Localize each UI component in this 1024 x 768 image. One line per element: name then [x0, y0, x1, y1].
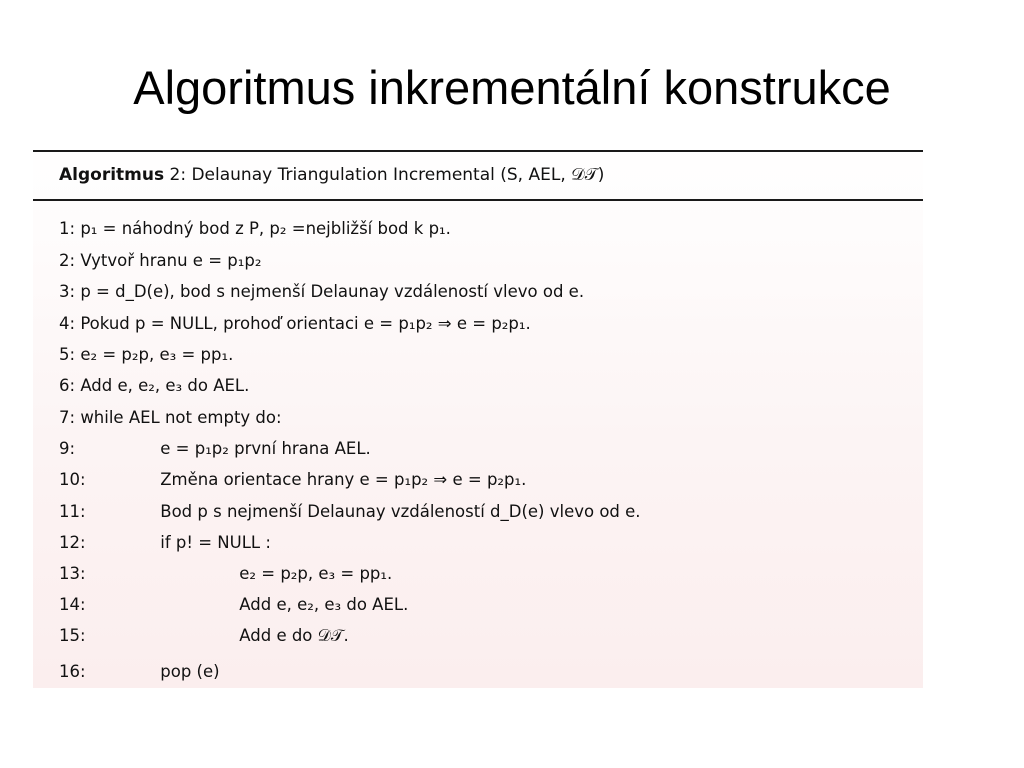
- line-text: e₂ = p₂p, e₃ = pp₁.: [80, 345, 234, 364]
- algorithm-box: [33, 145, 923, 688]
- line-number: 3:: [59, 282, 76, 301]
- algorithm-line-4: [59, 316, 531, 333]
- line-number: 10:: [59, 470, 86, 489]
- line-text: e₂ = p₂p, e₃ = pp₁.: [239, 564, 393, 583]
- algorithm-line-16: [59, 664, 220, 681]
- line-number: 4:: [59, 314, 76, 333]
- line-text: while AEL not empty do:: [80, 408, 282, 427]
- algorithm-line-13: [59, 566, 392, 583]
- line-text: pop (e): [160, 662, 220, 681]
- algorithm-line-9: [59, 441, 371, 458]
- line-text: Změna orientace hrany e = p₁p₂ ⇒ e = p₂p₁.: [160, 470, 527, 489]
- line-text: Pokud p = NULL, prohoď orientaci e = p₁p₂ ⇒ e = p₂p₁.: [80, 314, 531, 333]
- line-number: 14:: [59, 595, 86, 614]
- algorithm-line-14: [59, 597, 408, 614]
- line-text: Add e do 𝒟𝒯.: [239, 626, 349, 645]
- algorithm-line-11: [59, 504, 641, 521]
- line-text: p = d_D(e), bod s nejmenší Delaunay vzdáleností vlevo od e.: [80, 282, 585, 301]
- line-number: 6:: [59, 376, 76, 395]
- algorithm-line-12: [59, 535, 271, 552]
- algorithm-line-7: [59, 410, 282, 427]
- line-text: Add e, e₂, e₃ do AEL.: [80, 376, 250, 395]
- algorithm-line-6: [59, 378, 249, 395]
- line-number: 9:: [59, 439, 76, 458]
- line-number: 12:: [59, 533, 86, 552]
- line-text: p₁ = náhodný bod z P, p₂ =nejbližší bod k p₁.: [80, 219, 451, 238]
- line-number: 16:: [59, 662, 86, 681]
- line-text: if p! = NULL :: [160, 533, 271, 552]
- algorithm-line-10: [59, 472, 526, 489]
- line-number: 2:: [59, 251, 76, 270]
- top-rule: [33, 150, 923, 152]
- line-number: 13:: [59, 564, 86, 583]
- line-number: 15:: [59, 626, 86, 645]
- algorithm-line-3: [59, 284, 584, 301]
- algorithm-caption: [59, 165, 604, 185]
- line-text: Vytvoř hranu e = p₁p₂: [80, 251, 262, 270]
- algorithm-line-5: [59, 347, 233, 364]
- line-number: 7:: [59, 408, 76, 427]
- caption-rule: [33, 199, 923, 201]
- algorithm-line-15: [59, 628, 349, 645]
- algorithm-line-2: [59, 253, 261, 270]
- algorithm-caption-keyword: Algoritmus: [59, 165, 165, 185]
- line-number: 11:: [59, 502, 86, 521]
- slide-title: Algoritmus inkrementální konstrukce: [133, 61, 891, 114]
- algorithm-caption-text: 2: Delaunay Triangulation Incremental (S, AEL, 𝒟𝒯): [169, 165, 605, 185]
- line-number: 1:: [59, 219, 76, 238]
- line-text: Add e, e₂, e₃ do AEL.: [239, 595, 409, 614]
- line-text: Bod p s nejmenší Delaunay vzdáleností d_D(e) vlevo od e.: [160, 502, 641, 521]
- line-number: 5:: [59, 345, 76, 364]
- line-text: e = p₁p₂ první hrana AEL.: [160, 439, 371, 458]
- algorithm-line-1: [59, 221, 451, 238]
